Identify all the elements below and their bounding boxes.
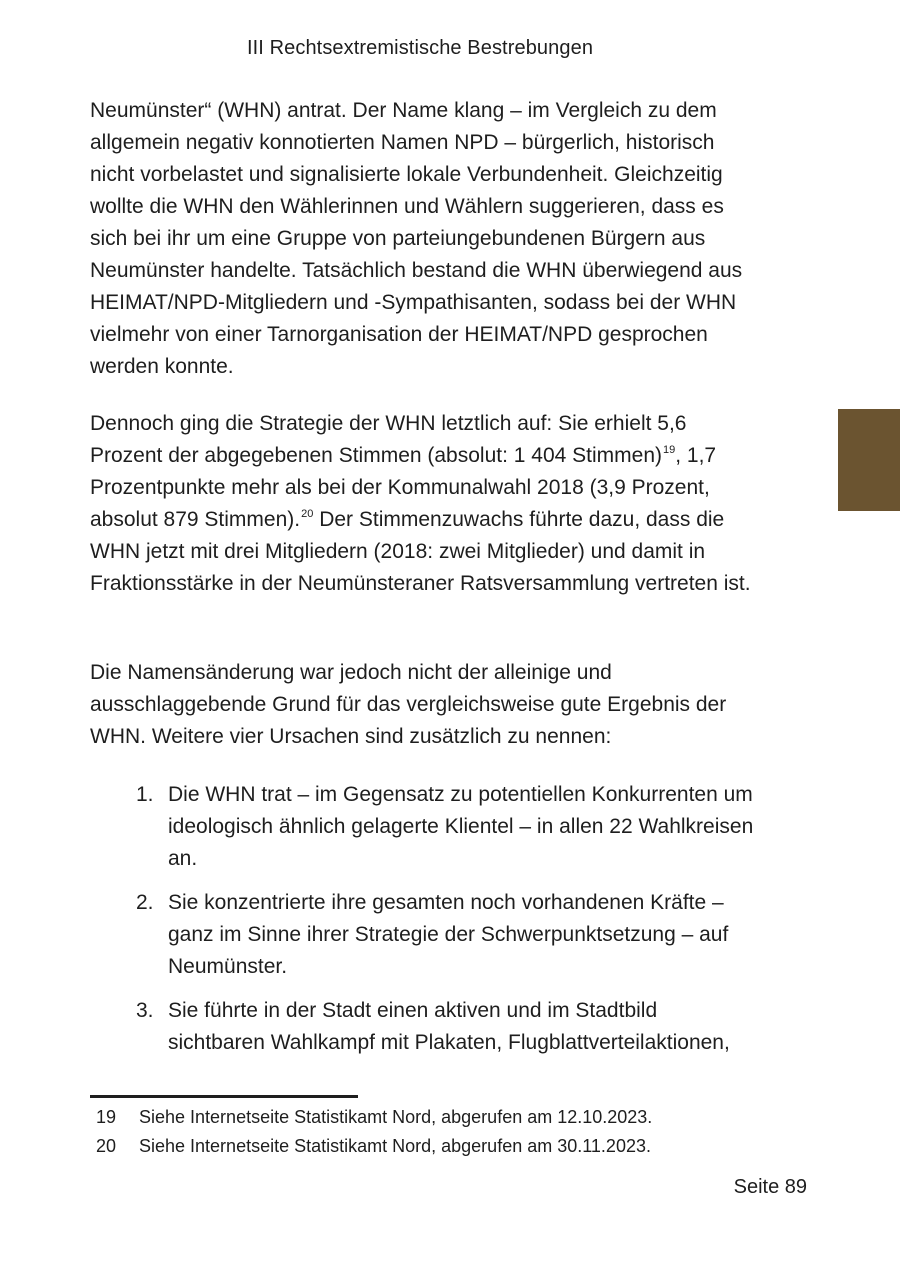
list-item-number: 1. — [136, 783, 154, 806]
list-item-1 — [136, 779, 756, 875]
body-paragraph-3: Die Namensänderung war jedoch nicht der alleinige und ausschlaggebende Grund für das vergleichsweise gute Ergebnis der WHN. Weitere vier Ursachen sind zusätzlich zu nennen: — [90, 661, 727, 748]
list-item-number: 3. — [136, 999, 154, 1022]
paragraph-2-text-a: Dennoch ging die Strategie der WHN letztlich auf: Sie erhielt 5,6 Prozent der abgegebenen Stimmen (absolut: 1 404 Stimmen) — [90, 412, 687, 467]
chapter-tab-marker — [838, 409, 900, 511]
footnote-19 — [96, 1104, 652, 1130]
list-item-number: 2. — [136, 891, 154, 914]
footnote-reference-20[interactable]: 20 — [301, 508, 314, 520]
list-item-text: Sie führte in der Stadt einen aktiven und im Stadtbild sichtbaren Wahlkampf mit Plakaten, Flugblattverteilaktionen, — [168, 999, 730, 1054]
list-item-3 — [136, 995, 756, 1059]
page-number: Seite 89 — [733, 1176, 807, 1198]
footnote-text: Siehe Internetseite Statistikamt Nord, abgerufen am 12.10.2023. — [139, 1107, 653, 1127]
paragraph-2-text-b: , 1,7 Prozentpunkte mehr als bei der Kommunalwahl 2018 (3,9 Prozent, absolut 879 Stimmen). — [90, 444, 717, 531]
running-header: III Rechtsextremistische Bestrebungen — [246, 37, 594, 59]
footnote-divider — [90, 1095, 358, 1098]
footnote-number: 19 — [96, 1107, 117, 1127]
footnote-20 — [96, 1133, 651, 1159]
footnote-text: Siehe Internetseite Statistikamt Nord, abgerufen am 30.11.2023. — [139, 1136, 651, 1156]
body-paragraph-2 — [90, 408, 760, 600]
body-paragraph-1: Neumünster“ (WHN) antrat. Der Name klang – im Vergleich zu dem allgemein negativ konnotierten Namen NPD – bürgerlich, historisch nicht vorbelastet und signalisierte lokale Verbundenheit. Gleichzeitig wollte die WHN den Wählerinnen und Wählern suggerieren, dass es sich bei ihr um eine Gruppe von parteiungebundenen Bürgern aus Neumünster handelte. Tatsächlich bestand die WHN überwiegend aus HEIMAT/NPD-Mitgliedern und -Sympathisanten, sodass bei der WHN vielmehr von einer Tarnorganisation der HEIMAT/NPD gesprochen werden konnte. — [90, 99, 743, 378]
footnote-reference-19[interactable]: 19 — [663, 444, 676, 456]
paragraph-2-text-c: Der Stimmenzuwachs führte dazu, dass die WHN jetzt mit drei Mitgliedern (2018: zwei Mitglieder) und damit in Fraktionsstärke in der Neumünsteraner Ratsversammlung vertreten ist. — [90, 508, 751, 595]
list-item-text: Sie konzentrierte ihre gesamten noch vorhandenen Kräfte – ganz im Sinne ihrer Strategie der Schwerpunktsetzung – auf Neumünster. — [168, 891, 729, 978]
list-item-2 — [136, 887, 756, 983]
footnote-number: 20 — [96, 1136, 117, 1156]
list-item-text: Die WHN trat – im Gegensatz zu potentiellen Konkurrenten um ideologisch ähnlich gelagerte Klientel – in allen 22 Wahlkreisen an. — [168, 783, 754, 870]
